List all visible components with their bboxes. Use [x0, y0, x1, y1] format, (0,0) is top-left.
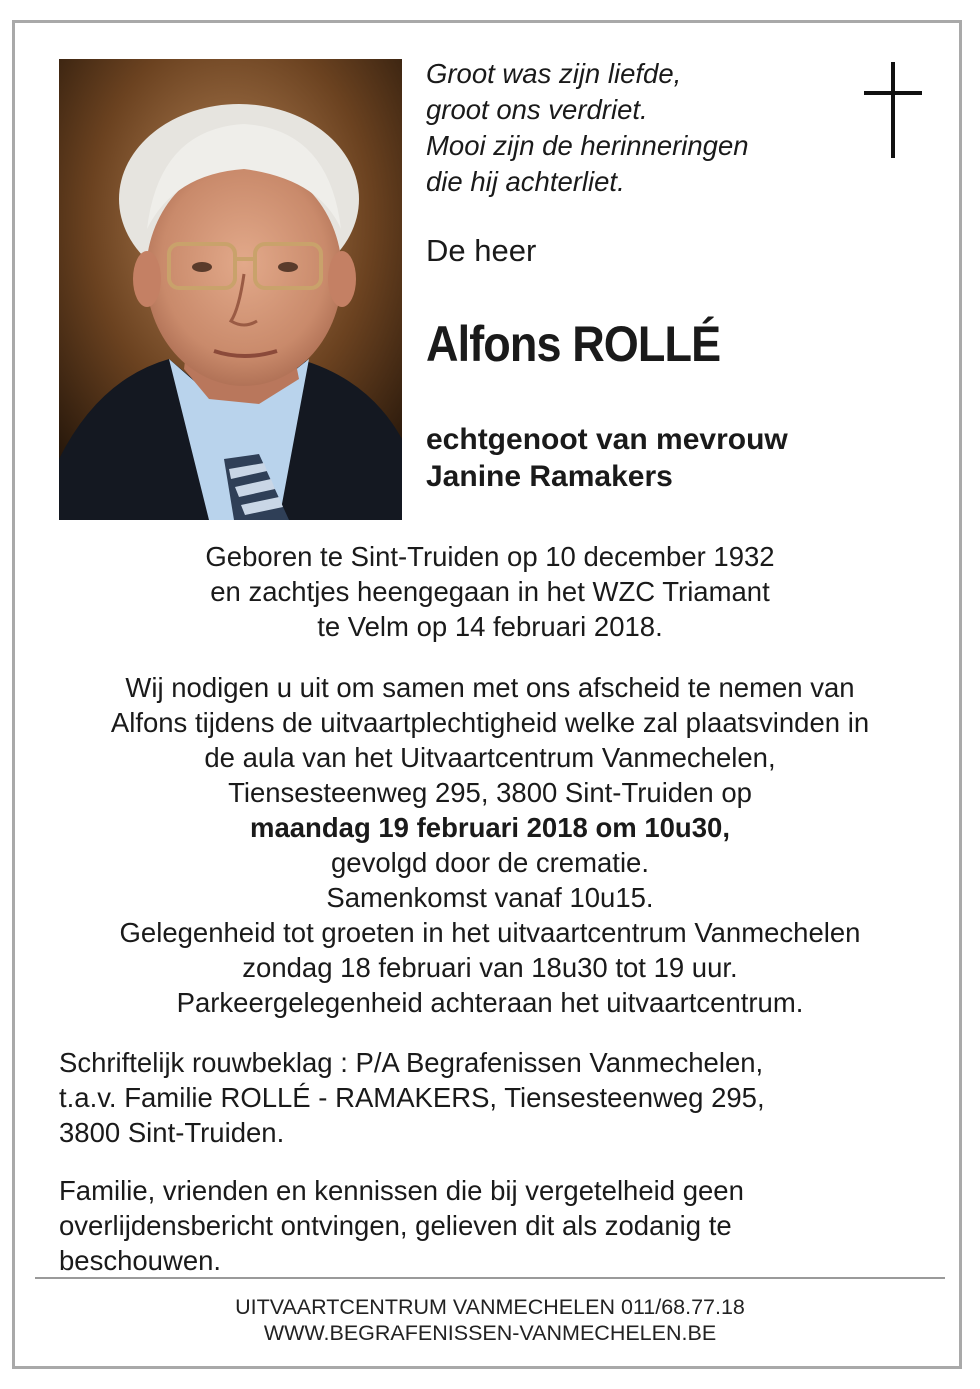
spouse-line: echtgenoot van mevrouw [426, 423, 788, 456]
text-line: zondag 18 februari van 18u30 tot 19 uur. [242, 952, 738, 983]
ceremony-date: maandag 19 februari 2018 om 10u30, [250, 812, 730, 843]
text-line: Tiensesteenweg 295, 3800 Sint-Truiden op [228, 777, 752, 808]
invitation-paragraph [40, 670, 940, 1020]
poem-line: die hij achterliet. [426, 166, 625, 197]
poem-line: Groot was zijn liefde, [426, 58, 682, 89]
footer [40, 1294, 940, 1346]
text-line: beschouwen. [59, 1245, 222, 1276]
portrait-photo [59, 59, 402, 520]
text-line: Familie, vrienden en kennissen die bij vergetelheid geen [59, 1175, 744, 1206]
footer-divider [35, 1277, 945, 1279]
poem [426, 56, 846, 200]
poem-line: Mooi zijn de herinneringen [426, 130, 749, 161]
text-line: t.a.v. Familie ROLLÉ - RAMAKERS, Tiensesteenweg 295, [59, 1082, 765, 1113]
text-line: gevolgd door de crematie. [331, 847, 649, 878]
text-line: Geboren te Sint-Truiden op 10 december 1932 [205, 541, 775, 572]
text-line: te Velm op 14 februari 2018. [317, 611, 663, 642]
title-prefix: De heer [426, 233, 537, 268]
text-line: overlijdensbericht ontvingen, gelieven dit als zodanig te [59, 1210, 732, 1241]
family-notice-paragraph [59, 1173, 939, 1278]
text-line: en zachtjes heengegaan in het WZC Triamant [210, 576, 770, 607]
text-line: Gelegenheid tot groeten in het uitvaartcentrum Vanmechelen [119, 917, 861, 948]
birth-death-paragraph [40, 539, 940, 644]
poem-line: groot ons verdriet. [426, 94, 648, 125]
footer-contact: UITVAARTCENTRUM VANMECHELEN 011/68.77.18 [235, 1295, 745, 1319]
deceased-name: Alfons ROLLÉ [426, 316, 721, 372]
spouse-line: Janine Ramakers [426, 460, 673, 493]
text-line: Alfons tijdens de uitvaartplechtigheid welke zal plaatsvinden in [110, 707, 870, 738]
cross-icon [864, 62, 922, 158]
footer-website: WWW.BEGRAFENISSEN-VANMECHELEN.BE [263, 1321, 717, 1345]
text-line: Wij nodigen u uit om samen met ons afscheid te nemen van [125, 672, 855, 703]
text-line: Schriftelijk rouwbeklag : P/A Begrafenissen Vanmechelen, [59, 1047, 764, 1078]
text-line: Samenkomst vanaf 10u15. [326, 882, 654, 913]
text-line: de aula van het Uitvaartcentrum Vanmechelen, [204, 742, 776, 773]
text-line: 3800 Sint-Truiden. [59, 1117, 285, 1148]
spouse-info [426, 421, 788, 495]
text-line: Parkeergelegenheid achteraan het uitvaartcentrum. [176, 987, 804, 1018]
condolence-paragraph [59, 1045, 939, 1150]
